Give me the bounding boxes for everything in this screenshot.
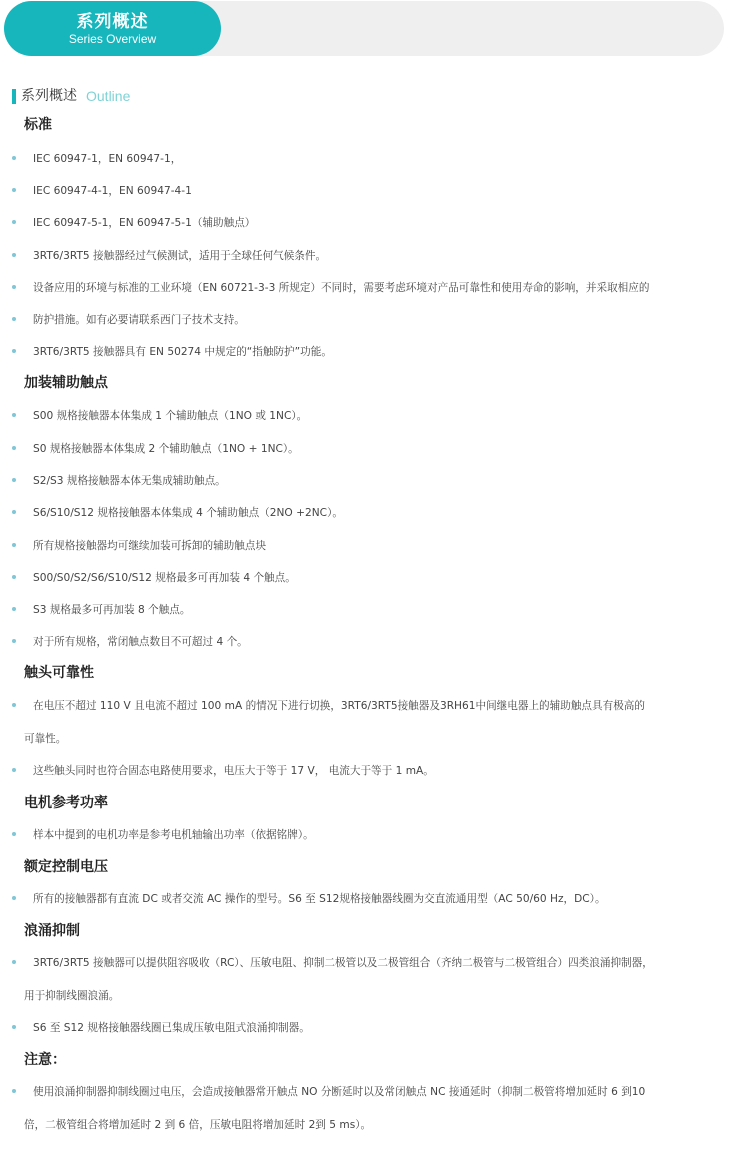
- list-item-continuation: 倍，二极管组合将增加延时 2 到 6 倍，压敏电阻将增加延时 2到 5 ms）。: [24, 1119, 372, 1131]
- list-item: 3RT6/3RT5 接触器具有 EN 50274 中规定的“指触防护”功能。: [33, 346, 332, 358]
- bullet-dot: [12, 896, 16, 900]
- list-item: S6 至 S12 规格接触器线圈已集成压敏电阻式浪涌抑制器。: [33, 1022, 310, 1034]
- bullet-dot: [12, 543, 16, 547]
- bullet-dot: [12, 639, 16, 643]
- bullet-dot: [12, 317, 16, 321]
- header-title-pill: [4, 1, 221, 56]
- list-item: 这些触头同时也符合固态电路使用要求，电压大于等于 17 V， 电流大于等于 1 mA。: [33, 765, 434, 777]
- bullet-dot: [12, 188, 16, 192]
- bullet-dot: [12, 510, 16, 514]
- list-item-continuation: 用于抑制线圈浪涌。: [24, 990, 120, 1002]
- section-heading-aux-contacts: 加装辅助触点: [24, 375, 108, 391]
- list-item: S0 规格接触器本体集成 2 个辅助触点（1NO + 1NC）。: [33, 443, 299, 455]
- bullet-dot: [12, 1025, 16, 1029]
- bullet-dot: [12, 768, 16, 772]
- list-item: S3 规格最多可再加装 8 个触点。: [33, 604, 191, 616]
- bullet-dot: [12, 703, 16, 707]
- list-item: IEC 60947-4-1，EN 60947-4-1: [33, 185, 192, 197]
- list-item: S00 规格接触器本体集成 1 个辅助触点（1NO 或 1NC）。: [33, 410, 308, 422]
- list-item: 使用浪涌抑制器抑制线圈过电压，会造成接触器常开触点 NO 分断延时以及常闭触点 NC 接通延时（抑制二极管将增加延时 6 到10: [33, 1086, 646, 1098]
- list-item: 3RT6/3RT5 接触器可以提供阻容吸收（RC）、压敏电阻、抑制二极管以及二极管组合（齐纳二极管与二极管组合）四类浪涌抑制器，: [33, 957, 653, 969]
- list-item-continuation: 可靠性。: [24, 733, 67, 745]
- list-item: IEC 60947-5-1，EN 60947-5-1（辅助触点）: [33, 217, 256, 229]
- bullet-dot: [12, 156, 16, 160]
- outline-title-zh: 系列概述: [21, 88, 77, 104]
- bullet-dot: [12, 607, 16, 611]
- section-heading-control-voltage: 额定控制电压: [24, 859, 108, 875]
- list-item: S2/S3 规格接触器本体无集成辅助触点。: [33, 475, 226, 487]
- list-item: 对于所有规格，常闭触点数目不可超过 4 个。: [33, 636, 248, 648]
- list-item: 所有的接触器都有直流 DC 或者交流 AC 操作的型号。S6 至 S12规格接触器线圈为交直流通用型（AC 50/60 Hz，DC）。: [33, 893, 606, 905]
- outline-accent-bar: [12, 89, 16, 104]
- header-title-zh: 系列概述: [76, 12, 149, 32]
- bullet-dot: [12, 285, 16, 289]
- list-item: 3RT6/3RT5 接触器经过气候测试，适用于全球任何气候条件。: [33, 250, 327, 262]
- outline-heading: [12, 88, 130, 104]
- list-item: 样本中提到的电机功率是参考电机轴输出功率（依据铭牌）。: [33, 829, 314, 841]
- bullet-dot: [12, 832, 16, 836]
- section-heading-motor-power: 电机参考功率: [24, 795, 108, 811]
- list-item: 设备应用的环境与标准的工业环境（EN 60721-3-3 所规定）不同时，需要考虑环境对产品可靠性和使用寿命的影响，并采取相应的: [33, 282, 650, 294]
- bullet-dot: [12, 1089, 16, 1093]
- bullet-dot: [12, 478, 16, 482]
- bullet-dot: [12, 446, 16, 450]
- outline-title-en: Outline: [86, 88, 131, 104]
- list-item: 在电压不超过 110 V 且电流不超过 100 mA 的情况下进行切换，3RT6/3RT5接触器及3RH61中间继电器上的辅助触点具有极高的: [33, 700, 645, 712]
- section-heading-reliability: 触头可靠性: [24, 665, 94, 681]
- section-heading-surge-suppression: 浪涌抑制: [24, 923, 80, 939]
- list-item: 所有规格接触器均可继续加装可拆卸的辅助触点块: [33, 540, 267, 552]
- section-heading-note: 注意：: [24, 1052, 66, 1068]
- bullet-dot: [12, 349, 16, 353]
- bullet-dot: [12, 960, 16, 964]
- bullet-dot: [12, 413, 16, 417]
- bullet-dot: [12, 253, 16, 257]
- list-item: S6/S10/S12 规格接触器本体集成 4 个辅助触点（2NO +2NC）。: [33, 507, 343, 519]
- bullet-dot: [12, 220, 16, 224]
- list-item: 防护措施。如有必要请联系西门子技术支持。: [33, 314, 245, 326]
- section-heading-standards: 标准: [24, 117, 52, 133]
- list-item: IEC 60947-1，EN 60947-1，: [33, 153, 182, 165]
- list-item: S00/S0/S2/S6/S10/S12 规格最多可再加装 4 个触点。: [33, 572, 296, 584]
- bullet-dot: [12, 575, 16, 579]
- header-title-en: Series Overview: [68, 32, 157, 46]
